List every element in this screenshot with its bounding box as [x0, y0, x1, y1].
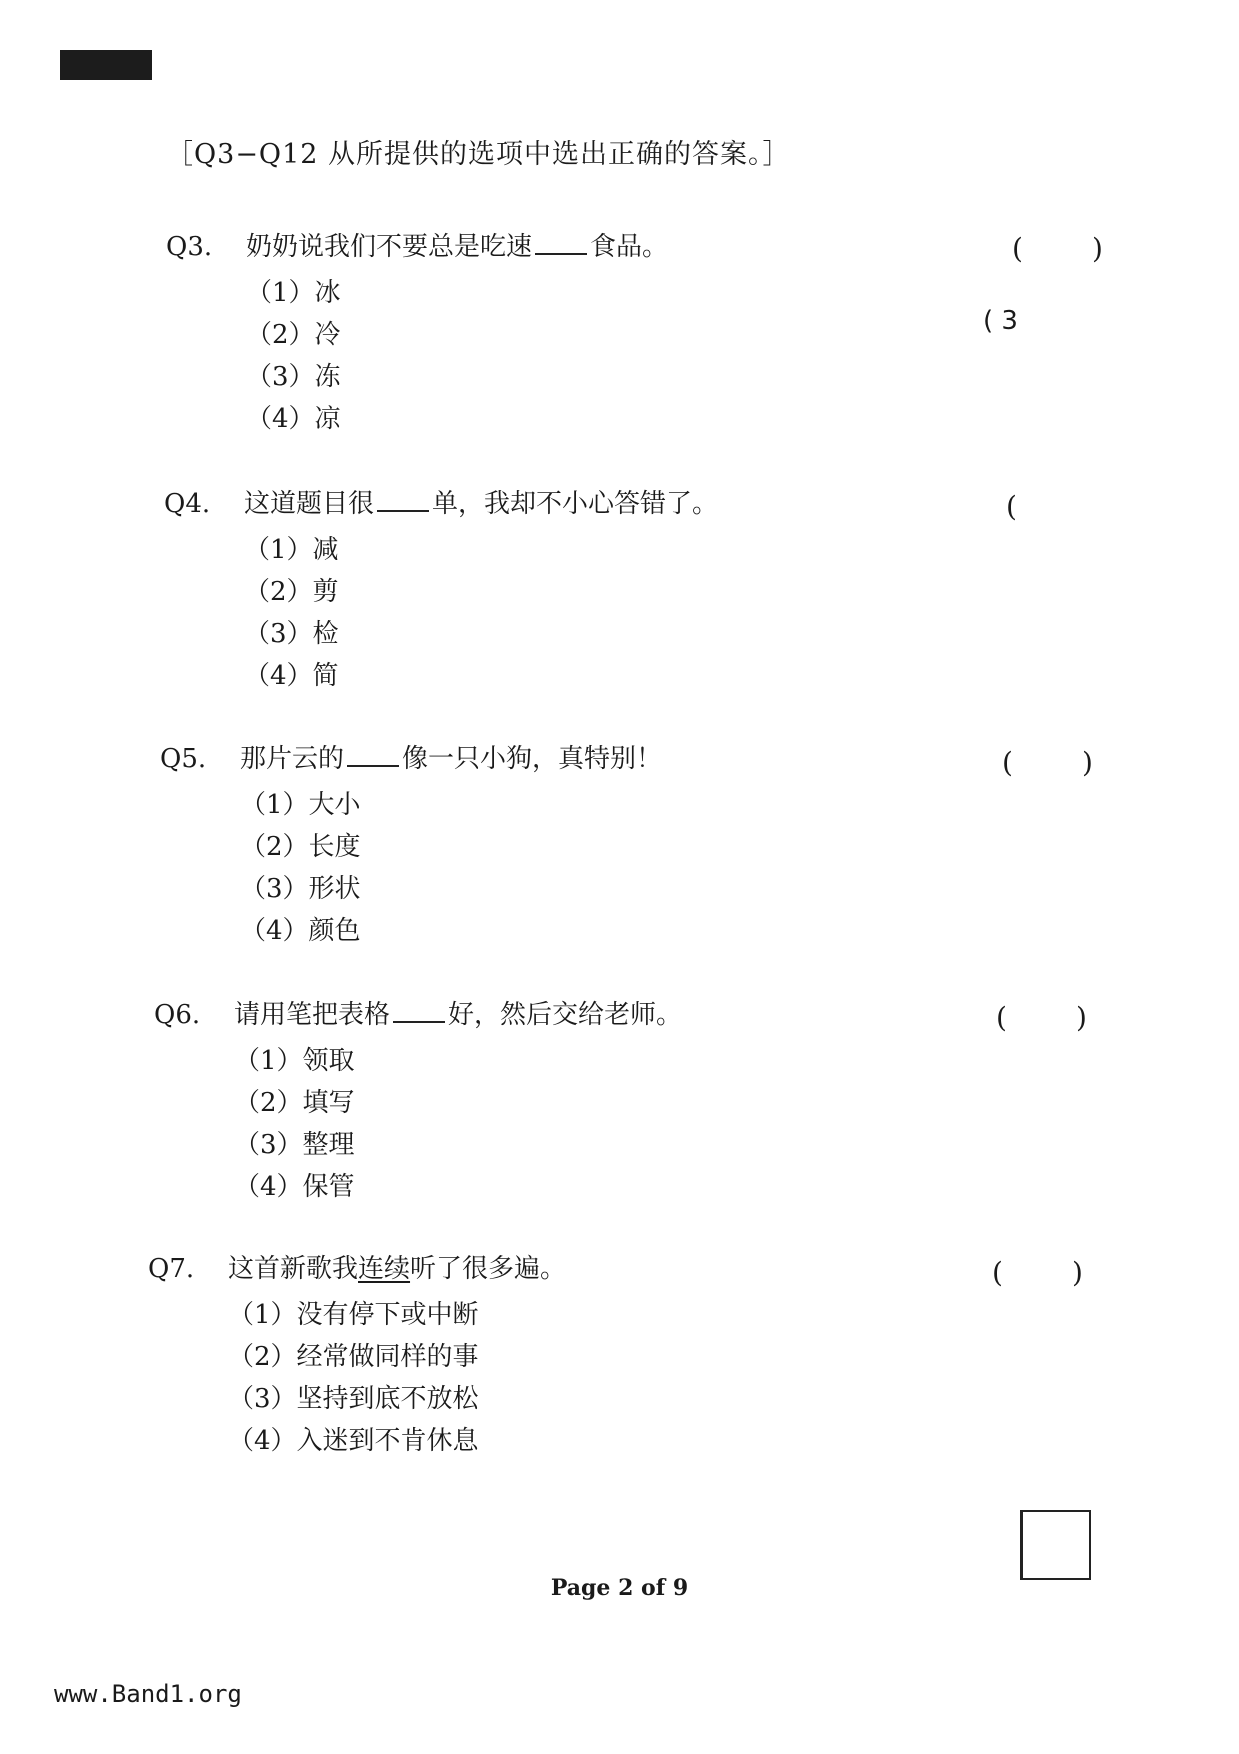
- answer-brackets-q5: [1002, 746, 1093, 779]
- answer-brackets-q3: [1012, 232, 1103, 265]
- question-q3: [166, 226, 668, 440]
- answer-blank: [393, 1021, 445, 1023]
- answer-blank: [347, 765, 399, 767]
- options-list: [244, 529, 718, 697]
- open-paren: (: [996, 1001, 1007, 1034]
- open-paren: (: [1006, 490, 1017, 523]
- question-number: Q7.: [148, 1254, 195, 1284]
- option-2: （2）经常做同样的事: [228, 1342, 479, 1372]
- options-list: [240, 784, 662, 952]
- option-2: （2）冷: [246, 320, 341, 350]
- option-4: （4）颜色: [240, 916, 361, 946]
- close-paren: ): [1082, 746, 1093, 779]
- question-number: Q3.: [166, 232, 213, 262]
- answer-brackets-q6: [996, 1001, 1087, 1034]
- answer-brackets-q7: [992, 1256, 1083, 1289]
- question-text-start: 请用笔把表格: [234, 1000, 391, 1030]
- underlined-word: 连续: [358, 1254, 411, 1284]
- question-text-end: 单，我却不小心答错了。: [432, 489, 719, 519]
- question-text-start: 这道题目很: [244, 489, 375, 519]
- question-text-start: 这首新歌我: [228, 1254, 359, 1284]
- handwritten-answer: ( 3: [983, 306, 1018, 336]
- option-1: （1）大小: [240, 790, 361, 820]
- option-1: （1）没有停下或中断: [228, 1300, 479, 1330]
- option-3: （3）冻: [246, 362, 341, 392]
- question-q6: [154, 994, 682, 1208]
- question-text-start: 那片云的: [240, 744, 345, 774]
- instruction-text: ［Q3−Q12 从所提供的选项中选出正确的答案。］: [166, 139, 791, 170]
- options-list: [228, 1294, 566, 1462]
- option-2: （2）填写: [234, 1088, 355, 1118]
- option-4: （4）保管: [234, 1172, 355, 1202]
- question-text-end: 食品。: [590, 232, 669, 262]
- option-3: （3）检: [244, 619, 339, 649]
- option-2: （2）剪: [244, 577, 339, 607]
- answer-bracket-q4: [1006, 490, 1017, 523]
- option-4: （4）简: [244, 661, 339, 691]
- question-text-start: 奶奶说我们不要总是吃速: [246, 232, 533, 262]
- open-paren: (: [1002, 746, 1013, 779]
- question-number: Q4.: [164, 489, 211, 519]
- question-text-end: 听了很多遍。: [410, 1254, 567, 1284]
- options-list: [246, 272, 668, 440]
- answer-blank: [535, 253, 587, 255]
- score-box: [1020, 1510, 1091, 1580]
- option-1: （1）减: [244, 535, 339, 565]
- option-2: （2）长度: [240, 832, 361, 862]
- question-q5: [160, 738, 662, 952]
- close-paren: ): [1072, 1256, 1083, 1289]
- option-3: （3）坚持到底不放松: [228, 1384, 479, 1414]
- redaction-block: [60, 50, 152, 80]
- option-3: （3）形状: [240, 874, 361, 904]
- question-text-end: 好，然后交给老师。: [448, 1000, 683, 1030]
- close-paren: ): [1076, 1001, 1087, 1034]
- option-4: （4）入迷到不肯休息: [228, 1426, 479, 1456]
- question-q4: [164, 483, 718, 697]
- option-1: （1）冰: [246, 278, 341, 308]
- option-1: （1）领取: [234, 1046, 355, 1076]
- open-paren: (: [992, 1256, 1003, 1289]
- question-number: Q5.: [160, 744, 207, 774]
- close-paren: ): [1092, 232, 1103, 265]
- question-number: Q6.: [154, 1000, 201, 1030]
- options-list: [234, 1040, 682, 1208]
- option-4: （4）凉: [246, 404, 341, 434]
- watermark-url: www.Band1.org: [54, 1680, 242, 1708]
- question-text-end: 像一只小狗，真特别！: [402, 744, 663, 774]
- question-q7: [148, 1248, 566, 1462]
- option-3: （3）整理: [234, 1130, 355, 1160]
- page-number: Page 2 of 9: [550, 1575, 689, 1601]
- open-paren: (: [1012, 232, 1023, 265]
- answer-blank: [377, 510, 429, 512]
